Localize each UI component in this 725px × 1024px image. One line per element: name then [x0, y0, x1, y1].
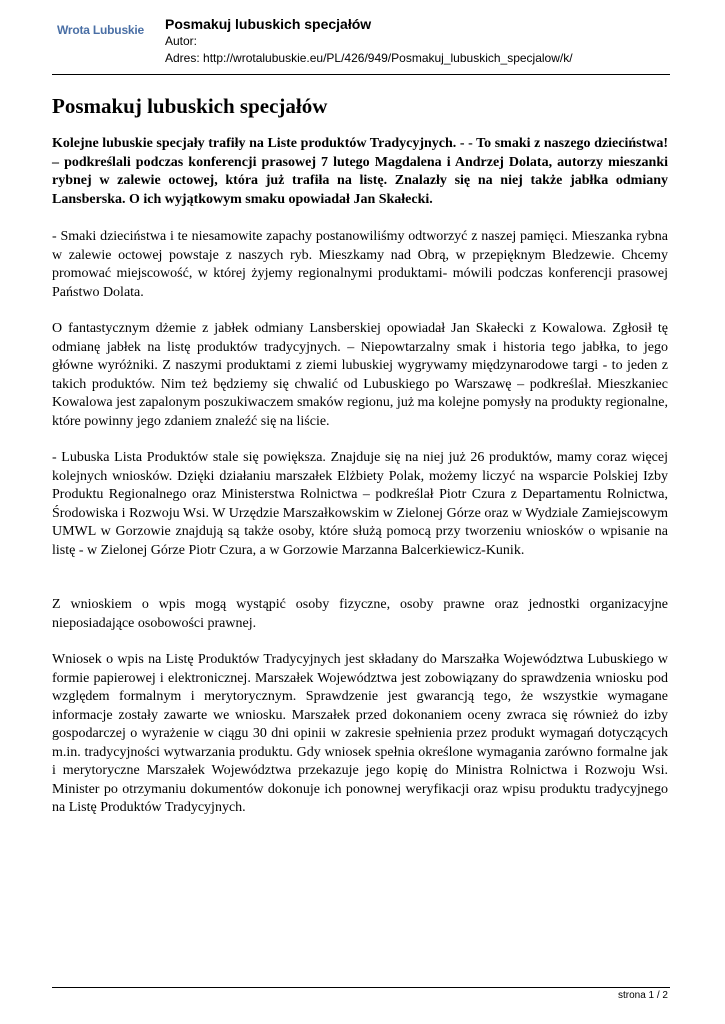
header-meta	[165, 15, 573, 67]
footer-divider	[52, 987, 670, 988]
paragraph: Z wnioskiem o wpis mogą wystąpić osoby fizyczne, osoby prawne oraz jednostki organizacyjne nieposiadające osobowości prawnej.	[52, 597, 668, 631]
page-number: strona 1 / 2	[617, 990, 668, 1001]
paragraph: - Lubuska Lista Produktów stale się powiększa. Znajduje się na niej już 26 produktów, mamy coraz więcej kolejnych wniosków. Dzięki działaniu marszałek Elżbiety Polak, możemy liczyć na wsparcie Polskiej Izby Produktu Regionalnego oraz Ministerstwa Rolnictwa – podkreślał Piotr Czura z Departamentu Rolnictwa, Środowiska i Rozwoju Wsi. W Urzędzie Marszałkowskim w Zielonej Górze oraz w Wydziale Zamiejscowym UMWL w Gorzowie znajdują są także osoby, które służą pomocą przy tworzeniu wniosków o wpisanie na listę - w Zielonej Górze Piotr Czura, a w Gorzowie Marzanna Balcerkiewicz-Kunik.	[52, 450, 668, 558]
article-heading: Posmakuj lubuskich specjałów	[52, 94, 328, 118]
article-body	[52, 93, 668, 836]
logo-word-1: Wrota	[57, 23, 90, 37]
header-address: Adres: http://wrotalubuskie.eu/PL/426/949/Posmakuj_lubuskich_specjalow/k/	[165, 51, 573, 65]
paragraph: O fantastycznym dżemie z jabłek odmiany Lansberskiej opowiadał Jan Skałecki z Kowalowa. Zgłosił tę odmianę jabłek na listę produktów tradycyjnych. – Niepowtarzalny smak i historia tego jabłka, to jego główne wyróżniki. Z naszymi produktami z ziemi lubuskiej wygrywamy międzynarodowe targi - to jeden z takich produktów. Nim też będziemy się chwalić od Lubuskiego po Warszawę – podkreślał. Mieszkaniec Kowalowa jest zapalonym poszukiwaczem smaków regionu, już ma kolejne pomysły na produkty regionalne, które powinny jego zdaniem znaleźć się na liście.	[52, 321, 668, 429]
paragraph: - Smaki dzieciństwa i te niesamowite zapachy postanowiliśmy odtworzyć z naszej pamięci. Mieszanka rybna w zalewie octowej powstaje z naszych ryb. Mieszkamy nad Obrą, w przepięknym Bledzewie. Chcemy promować miejscowość, w której żyjemy regionalnymi produktami- mówili podczas konferencji prasowej Państwo Dolata.	[52, 229, 668, 300]
header-divider	[52, 74, 670, 75]
article-lead: Kolejne lubuskie specjały trafiły na Liste produktów Tradycyjnych. - - To smaki z naszego dzieciństwa! – podkreślali podczas konferencji prasowej 7 lutego Magdalena i Andrzej Dolata, autorzy mieszanki rybnej w zalewie octowej, która już trafiła na listę. Znalazły się na niej także jabłka odmiany Lansberska. O ich wyjątkowym smaku opowiadał Jan Skałecki.	[52, 136, 668, 207]
paragraph: Wniosek o wpis na Listę Produktów Tradycyjnych jest składany do Marszałka Województwa Lubuskiego w formie papierowej i elektronicznej. Marszałek Województwa jest zobowiązany do sprawdzenia wniosku pod względem formalnym i merytorycznym. Sprawdzenie jest gwarancją tego, że wszystkie wymagane informacje zostały zawarte we wniosku. Marszałek przed dokonaniem oceny zwraca się również do izby gospodarczej o wyrażenie w ciągu 30 dni opinii w zakresie spełnienia przez produkt wymagań dotyczących m.in. tradycyjności wytwarzania produktu. Gdy wniosek spełnia określone wymagania zarówno formalne jak i merytoryczne Marszałek Województwa przekazuje jego kopię do Ministra Rolnictwa i Rozwoju Wsi. Minister po otrzymaniu dokumentów dokonuje ich ponownej weryfikacji oraz wpisu produktu tradycyjnego na Listę Produktów Tradycyjnych.	[52, 652, 668, 815]
header-title: Posmakuj lubuskich specjałów	[165, 16, 372, 32]
document-header	[0, 0, 725, 80]
header-author: Autor:	[165, 34, 198, 48]
logo-word-2: Lubuskie	[92, 23, 144, 37]
wrota-lubuskie-logo	[57, 23, 144, 37]
